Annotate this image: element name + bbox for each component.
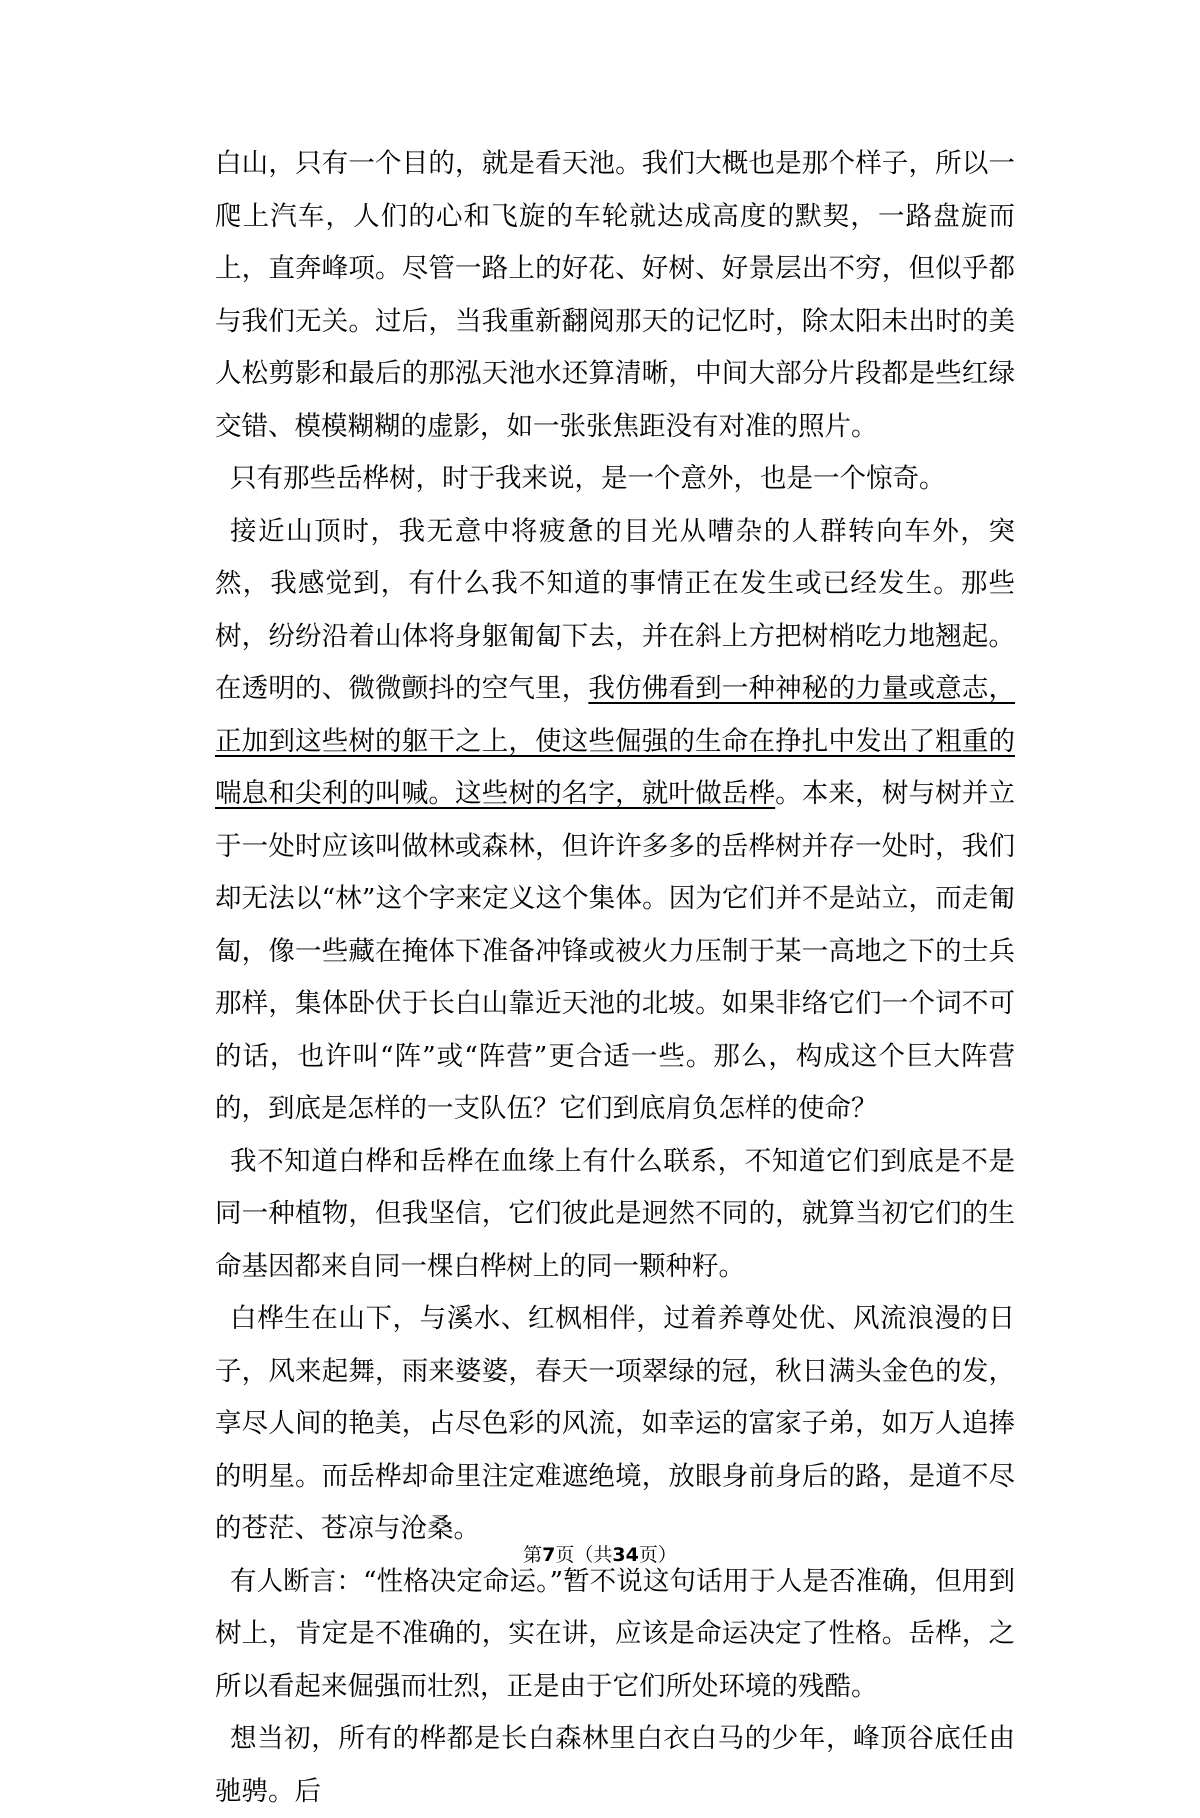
footer-middle: 页（共 — [555, 1544, 613, 1566]
footer-prefix: 第 — [523, 1544, 543, 1566]
paragraph-3-text-after: 。本来，树与树并立于一处时应该叫做林或森林，但许许多多的岳桦树并存一处时，我们却无法以“林”这个字来定义这个集体。因为它们并不是站立，而走匍匐，像一些藏在掩体下准备冲锋或被火力压制于某一高地之下的士兵那样，集体卧伏于长白山靠近天池的北坡。如果非络它们一个词不可的话，也许叫“阵”或“阵营”更合适一些。那么，构成这个巨大阵营的，到底是怎样的一支队伍？它们到底肩负怎样的使命？ — [215, 778, 1016, 1124]
paragraph-7: 想当初，所有的桦都是长白森林里白衣白马的少年，峰顶谷底任由驰骋。后 — [215, 1723, 1015, 1807]
paragraph-1: 白山，只有一个目的，就是看天池。我们大概也是那个样子，所以一爬上汽车，人们的心和飞旋的车轮就达成高度的默契，一路盘旋而上，直奔峰项。尽管一路上的好花、好树、好景层出不穷，但似乎都与我们无关。过后，当我重新翻阅那天的记忆时，除太阳未出时的美人松剪影和最后的那泓天池水还算清晰，中间大部分片段都是些红绿交错、模模糊糊的虚影，如一张张焦距没有对准的照片。 — [215, 148, 1015, 442]
current-page-number: 7 — [542, 1544, 556, 1566]
paragraph-6: 有人断言：“性格决定命运。”暂不说这句话用于人是否准确，但用到树上，肯定是不准确的，实在讲，应该是命运决定了性格。岳桦，之所以看起来倔强而壮烈，正是由于它们所处环境的残酷。 — [215, 1565, 1015, 1702]
underlined-passage: 我仿佛看到一种神秘的力量或意志，正加到这些树的躯干之上，使这些倔强的生命在挣扎中发出了粗重的喘息和尖利的叫喊。这些树的名字，就叶做岳桦 — [215, 673, 1016, 809]
paragraph-2: 只有那些岳桦树，时于我来说，是一个意外，也是一个惊奇。 — [230, 463, 946, 494]
total-page-count: 34 — [612, 1544, 639, 1566]
page-footer — [0, 1542, 1200, 1568]
paragraph-5: 白桦生在山下，与溪水、红枫相伴，过着养尊处优、风流浪漫的日子，风来起舞，雨来婆婆，春天一项翠绿的冠，秋日满头金色的发，享尽人间的艳美，占尽色彩的风流，如幸运的富家子弟，如万人追捧的明星。而岳桦却命里注定难遮绝境，放眼身前身后的路，是道不尽的苍茫、苍凉与沧桑。 — [215, 1303, 1015, 1544]
footer-suffix: 页） — [638, 1544, 677, 1566]
paragraph-4: 我不知道白桦和岳桦在血缘上有什么联系，不知道它们到底是不是同一种植物，但我坚信，它们彼此是迥然不同的，就算当初它们的生命基因都来自同一棵白桦树上的同一颗种籽。 — [215, 1145, 1015, 1282]
paragraph-3 — [215, 506, 1015, 1136]
paragraph-3-text-before: 接近山顶时，我无意中将疲惫的目光从嘈杂的人群转向车外，突然，我感觉到，有什么我不知道的事情正在发生或已经发生。那些树，纷纷沿着山体将身躯匍匐下去，并在斜上方把树梢吃力地翘起。在透明的、微微颤抖的空气里， — [215, 515, 1015, 704]
